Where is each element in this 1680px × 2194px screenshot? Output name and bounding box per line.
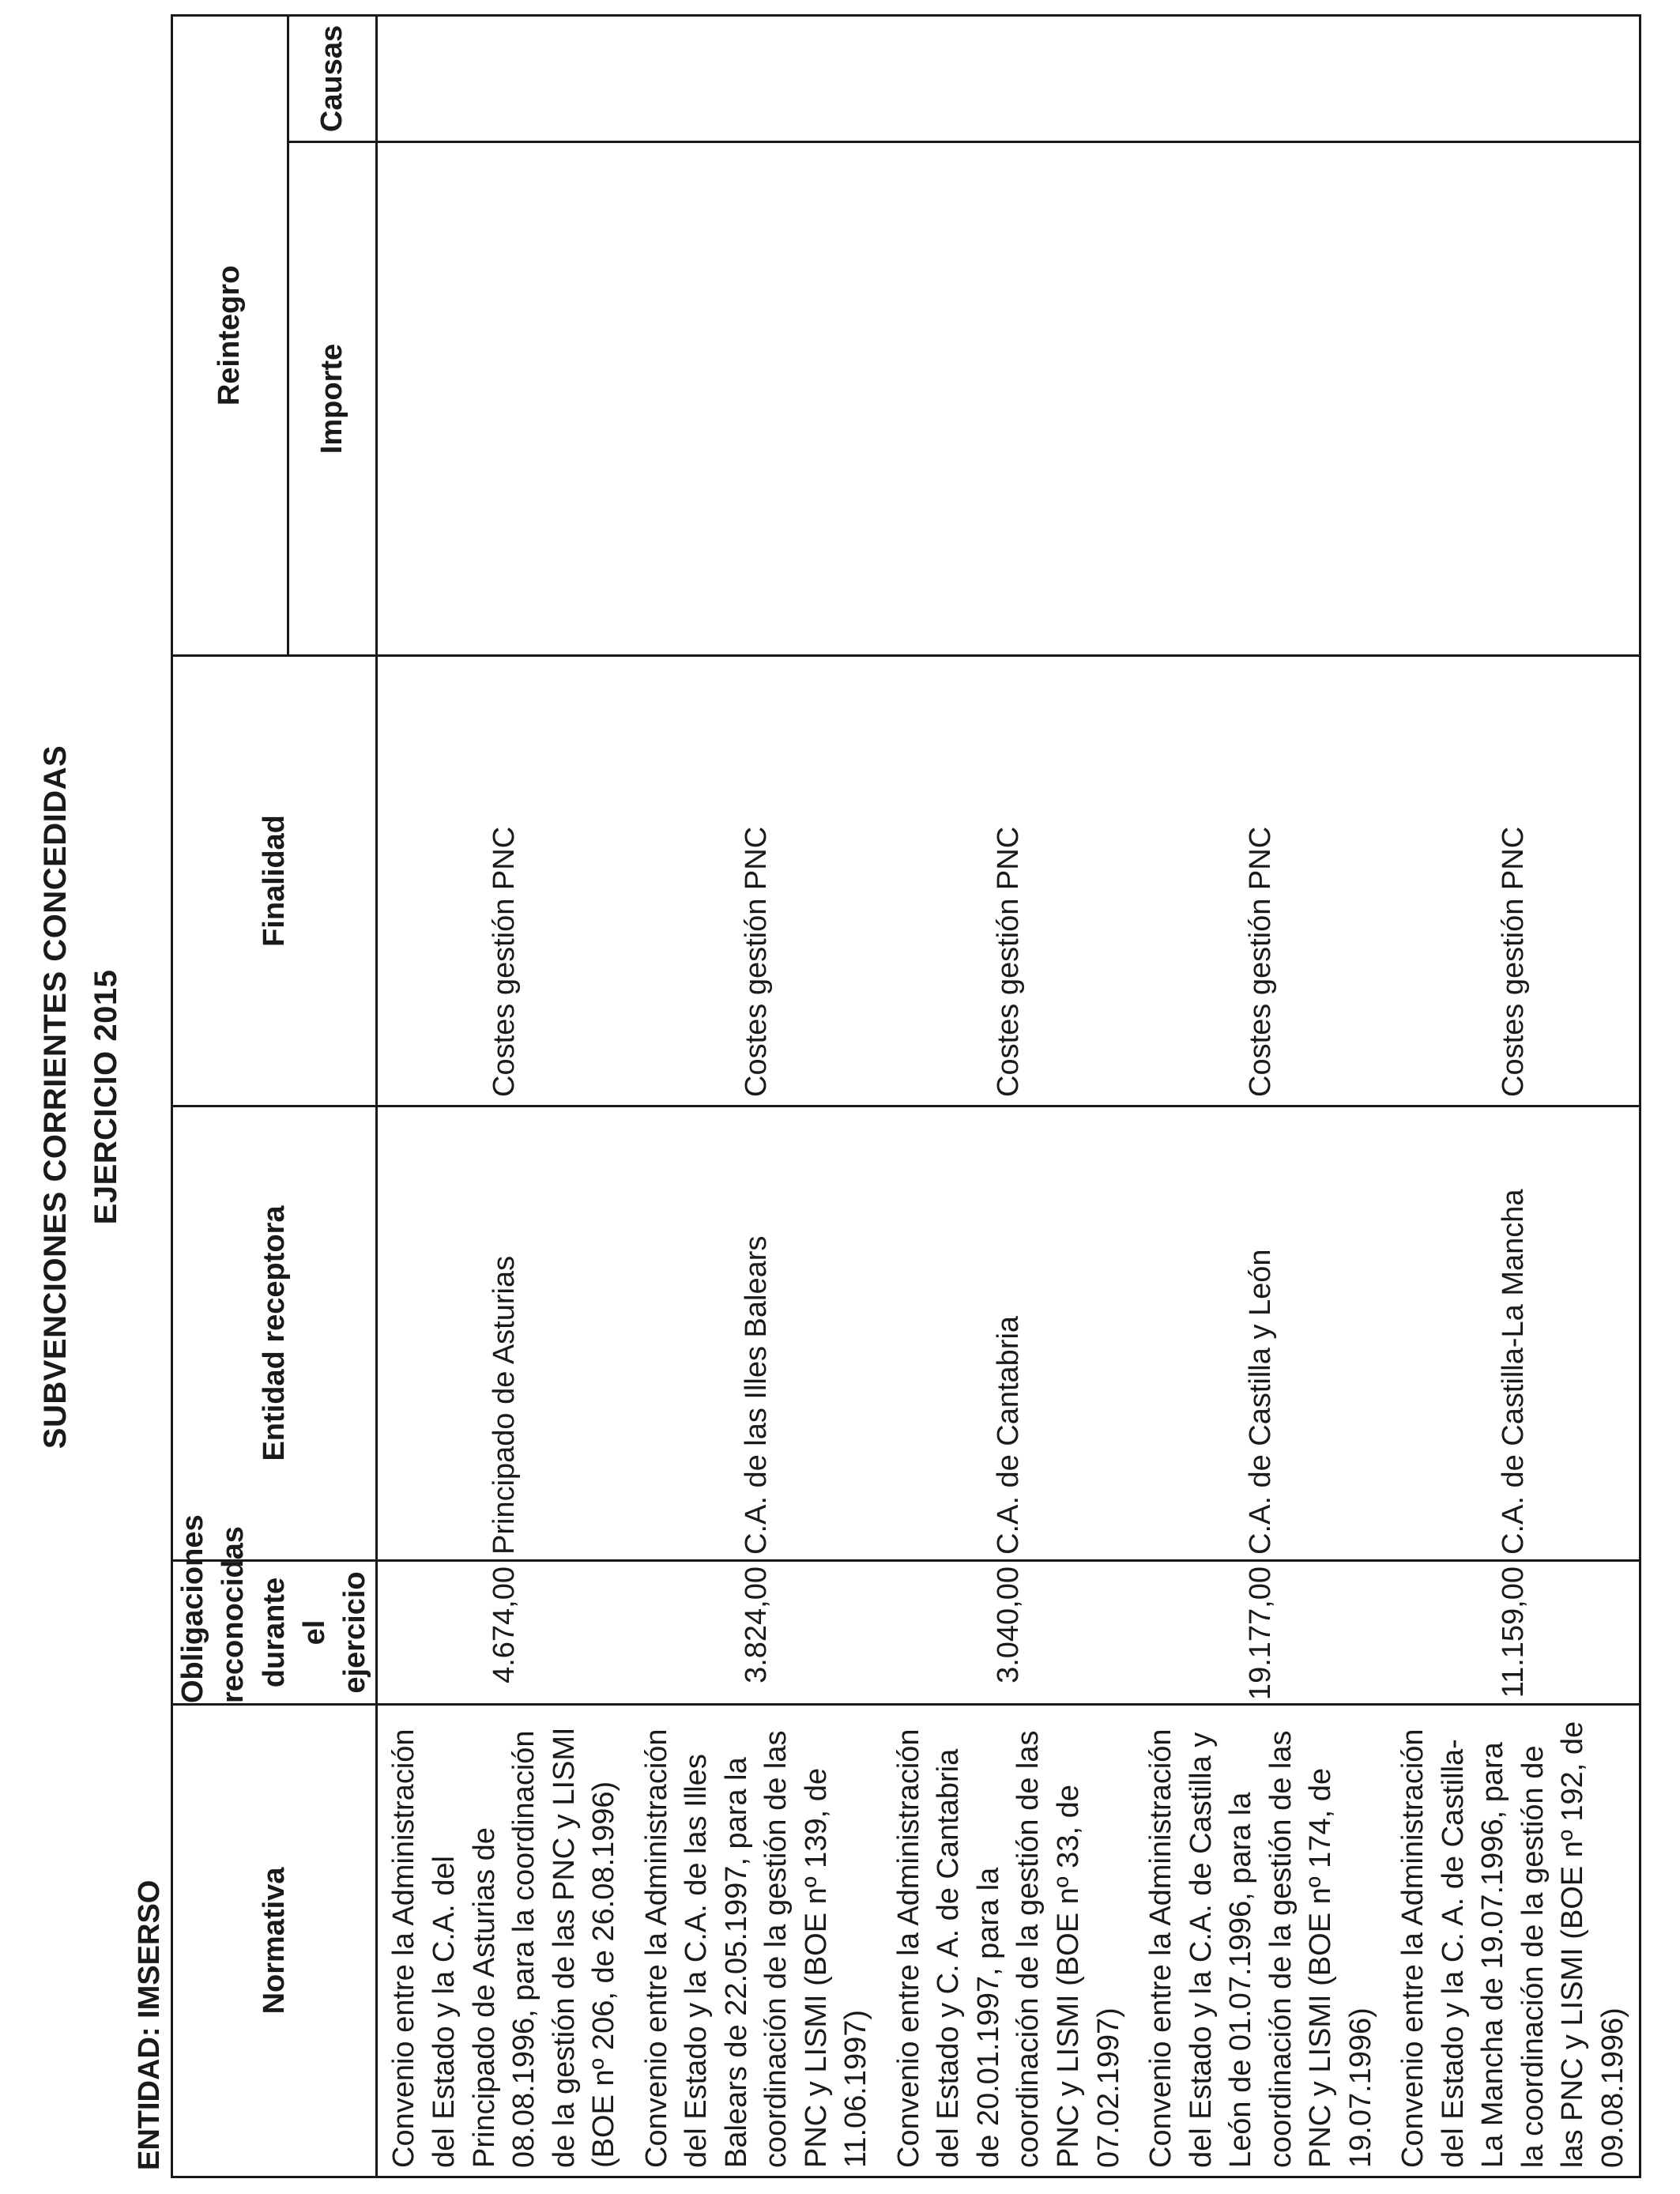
table-row [1135,15,1387,2177]
cell-entidad-receptora: C.A. de las Illes Balears [631,1106,883,1561]
cell-finalidad: Costes gestión PNC [883,656,1135,1106]
cell-normativa: Convenio entre la Administración del Estado y la C. A. de Castilla-La Mancha de 19.07.1996, para la coordinación de la gestión de las PNC y LISMI (BOE nº 192, de 09.08.1996) [1387,1705,1640,2177]
cell-reintegro-causas [1135,15,1387,141]
header-normativa: Normativa [172,1705,377,2177]
cell-finalidad: Costes gestión PNC [1387,656,1640,1106]
document-subtitle: EJERCICIO 2015 [89,969,123,1225]
table-row [883,15,1135,2177]
header-obligaciones-line: el ejercicio [297,1571,372,1694]
cell-reintegro-importe [377,142,631,656]
entity-label: ENTIDAD: IMSERSO [133,1879,166,2170]
header-importe: Importe [288,142,377,656]
cell-normativa: Convenio entre la Administración del Estado y la C.A. del Principado de Asturias de 08.08.1996, para la coordinación de la gestión de las PNC y LISMI (BOE nº 206, de 26.08.1996) [377,1705,631,2177]
header-obligaciones-line: reconocidas [217,1526,250,1703]
header-obligaciones-line: durante [257,1577,291,1688]
cell-reintegro-causas [377,15,631,141]
header-finalidad: Finalidad [172,656,377,1106]
cell-normativa: Convenio entre la Administración del Estado y la C.A. de Castilla y León de 01.07.1996, para la coordinación de la gestión de las PNC y LISMI (BOE nº 174, de 19.07.1996) [1135,1705,1387,2177]
header-entidad-receptora: Entidad receptora [172,1106,377,1561]
cell-entidad-receptora: C.A. de Castilla-La Mancha [1387,1106,1640,1561]
table-row [377,15,631,2177]
cell-obligaciones: 4.674,00 [377,1561,631,1705]
cell-obligaciones: 11.159,00 [1387,1561,1640,1705]
cell-finalidad: Costes gestión PNC [377,656,631,1106]
cell-reintegro-importe [1135,142,1387,656]
cell-reintegro-importe [1387,142,1640,656]
cell-normativa: Convenio entre la Administración del Estado y C. A. de Cantabria de 20.01.1997, para la coordinación de la gestión de las PNC y LISMI (BOE nº 33, de 07.02.1997) [883,1705,1135,2177]
cell-entidad-receptora: C.A. de Castilla y León [1135,1106,1387,1561]
document-title: SUBVENCIONES CORRIENTES CONCEDIDAS [38,745,73,1449]
table-row [1387,15,1640,2177]
cell-entidad-receptora: Principado de Asturias [377,1106,631,1561]
header-causas: Causas [288,15,377,141]
cell-finalidad: Costes gestión PNC [631,656,883,1106]
cell-obligaciones: 3.824,00 [631,1561,883,1705]
cell-reintegro-causas [1387,15,1640,141]
cell-reintegro-importe [883,142,1135,656]
cell-reintegro-causas [883,15,1135,141]
cell-finalidad: Costes gestión PNC [1135,656,1387,1106]
table-row [631,15,883,2177]
cell-reintegro-causas [631,15,883,141]
cell-normativa: Convenio entre la Administración del Estado y la C.A. de las Illes Balears de 22.05.1997, para la coordinación de la gestión de las PNC y LISMI (BOE nº 139, de 11.06.1997) [631,1705,883,2177]
cell-entidad-receptora: C.A. de Cantabria [883,1106,1135,1561]
cell-reintegro-importe [631,142,883,656]
header-obligaciones-line: Obligaciones [176,1514,209,1703]
cell-obligaciones: 19.177,00 [1135,1561,1387,1705]
header-reintegro: Reintegro [172,15,288,655]
cell-obligaciones: 3.040,00 [883,1561,1135,1705]
header-obligaciones [172,1514,377,1705]
subsidies-table [171,14,1641,2178]
